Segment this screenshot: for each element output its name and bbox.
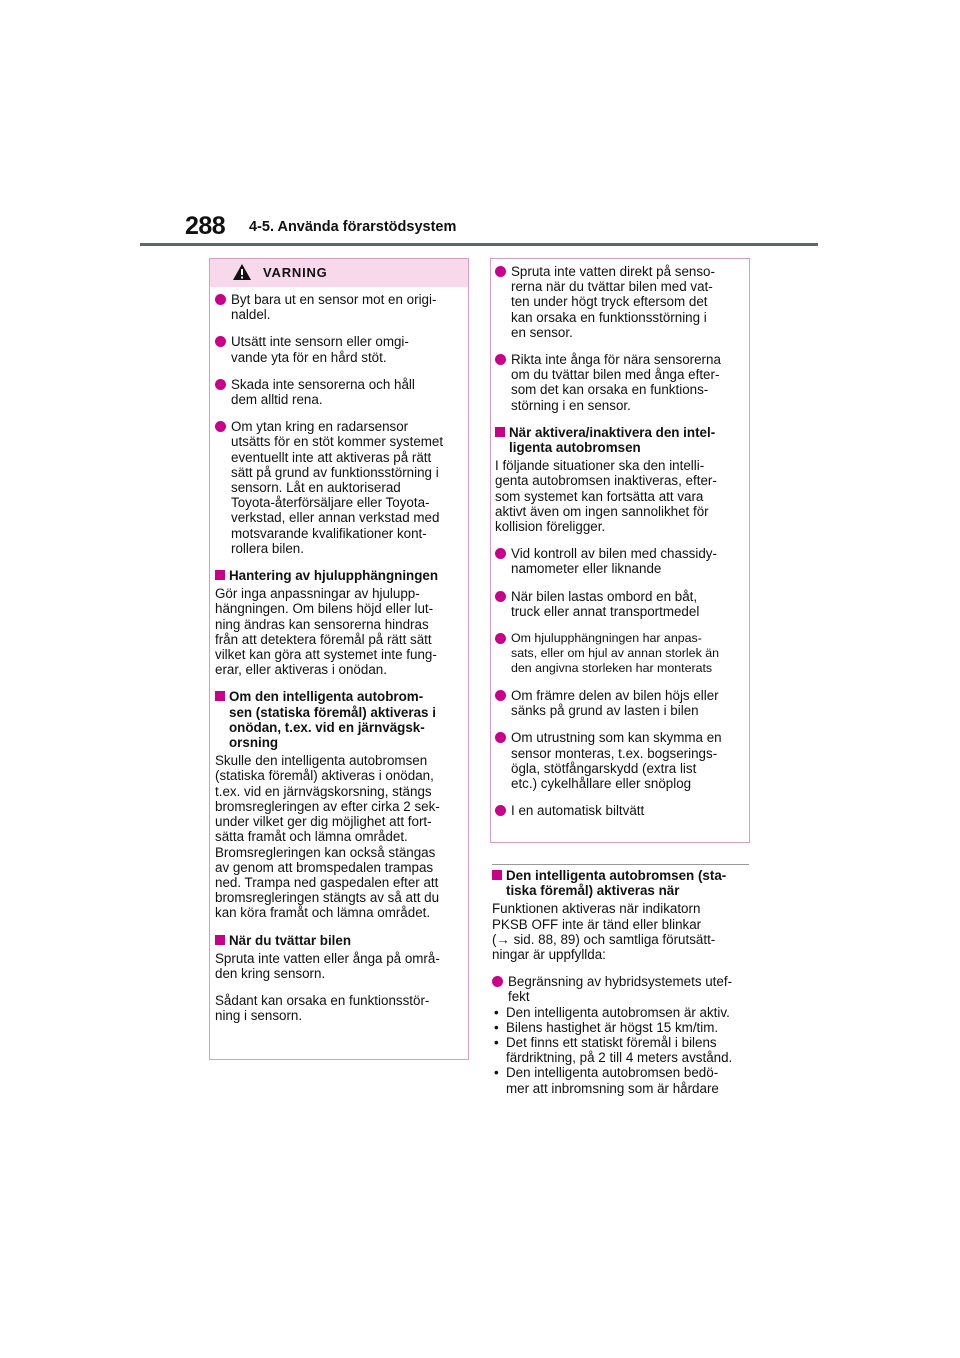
dash-text: Den intelligenta autobromsen är aktiv. (506, 1004, 730, 1020)
bullet-dot-icon (215, 336, 226, 347)
bullet-text: Spruta inte vatten direkt på senso- rerna när du tvättar bilen med vat- ten under högt tryck eftersom det kan orsaka en funktionsstörning i en sensor. (511, 264, 715, 340)
square-marker-icon (215, 935, 225, 945)
subheading-text: När du tvättar bilen (229, 932, 352, 948)
bullet-item (492, 974, 750, 1004)
subheading (215, 568, 463, 583)
bullet-item (495, 546, 747, 576)
subheading (495, 425, 747, 455)
subheading (215, 689, 463, 750)
bullet-item (495, 631, 747, 676)
subheading-text: Hantering av hjulupphängningen (229, 568, 439, 584)
warning-header (210, 259, 468, 287)
subheading-text: Den intelligenta autobromsen (sta- tiska föremål) aktiveras när (506, 868, 727, 899)
bullet-dot-icon (215, 379, 226, 390)
dash-text: Det finns ett statiskt föremål i bilens färdriktning, på 2 till 4 meters avstånd. (506, 1035, 733, 1066)
bullet-item (495, 688, 747, 718)
paragraph (215, 586, 463, 677)
subheading-text: När aktivera/inaktivera den intel- ligenta autobromsen (509, 424, 716, 456)
bullet-text: Om utrustning som kan skymma en sensor monteras, t.ex. bogserings- ögla, stötfångarskydd (extra list etc.) cykelhållare eller snöplog (511, 730, 722, 792)
bullet-text: Om ytan kring en radarsensor utsätts för en stöt kommer systemet eventuellt inte att aktiveras på rätt sätt på grund av funktionsstörning i sensorn. Låt en auktoriserad Toyota-återförsäljare eller Toyota- verkstad, eller annan verkstad med motsvarande kvalifikationer kont- rollera bilen. (231, 419, 444, 556)
bullet-item (215, 334, 463, 364)
paragraph (495, 458, 747, 534)
page-number: 288 (185, 212, 226, 240)
main-content (492, 868, 750, 1096)
section-rule (492, 864, 749, 865)
square-marker-icon (215, 570, 225, 580)
bullet-item (495, 589, 747, 619)
bullet-dot-icon (495, 591, 506, 602)
square-marker-icon (492, 870, 502, 880)
bullet-text: Rikta inte ånga för nära sensorerna om du tvättar bilen med ånga efter- som det kan orsaka en funktions- störning i en sensor. (511, 352, 721, 413)
bullet-item (495, 803, 747, 818)
dash-item (492, 1065, 750, 1095)
bullet-item (215, 419, 463, 556)
dash-item (492, 1035, 750, 1065)
square-marker-icon (495, 427, 505, 437)
bullet-dot-icon (495, 548, 506, 559)
paragraph (215, 753, 463, 920)
paragraph-text: I följande situationer ska den intelli- genta autobromsen inaktiveras, efter- som systemet kan fortsätta att vara aktivt även om ingen sannolikhet för kollision föreligger. (495, 458, 717, 535)
dash-marker-icon: • (494, 1019, 499, 1035)
subheading-text: Om den intelligenta autobrom- sen (statiska föremål) aktiveras i onödan, t.ex. vid en järnvägsk- orsning (229, 689, 436, 751)
bullet-text: Begränsning av hybridsystemets utef- fekt (508, 974, 733, 1005)
paragraph (215, 993, 463, 1023)
bullet-dot-icon (215, 294, 226, 305)
dash-text: Bilens hastighet är högst 15 km/tim. (506, 1019, 719, 1035)
warning-right-content (495, 264, 747, 830)
bullet-item (215, 377, 463, 407)
dash-item (492, 1020, 750, 1035)
warning-triangle-icon (232, 263, 252, 281)
bullet-dot-icon (495, 633, 506, 644)
subheading (492, 868, 750, 898)
paragraph-text: Skulle den intelligenta autobromsen (statiska föremål) aktiveras i onödan, t.ex. vid en järnvägskorsning, stängs bromsregleringen av efter cirka 2 sek- under vilket ger dig möjlighet att fort- sätta framåt och lämna området. Bromsregleringen kan också stängas av genom att bromspedalen trampas ned. Trampa ned gaspedalen efter att bromsregleringen stängts av så att du kan köra framåt och lämna området. (215, 753, 440, 921)
paragraph-text: Gör inga anpassningar av hjulupp- hängningen. Om bilens höjd eller lut- ning ändras kan sensorerna hindras från att detektera föremål på rätt sätt vilket kan göra att systemet inte fung- erar, eller aktiveras i onödan. (215, 586, 437, 678)
paragraph-text: Funktionen aktiveras när indikatorn PKSB OFF inte är tänd eller blinkar (→ sid. 88, 89) och samtliga förutsätt- ningar är uppfyllda: (492, 901, 716, 963)
bullet-item (495, 264, 747, 340)
header-rule (140, 243, 818, 246)
bullet-item (495, 352, 747, 413)
bullet-dot-icon (495, 805, 506, 816)
bullet-text: När bilen lastas ombord en båt, truck eller annat transportmedel (511, 588, 700, 619)
bullet-item (495, 730, 747, 791)
paragraph (215, 951, 463, 981)
warning-title: VARNING (263, 265, 328, 280)
bullet-dot-icon (495, 690, 506, 701)
bullet-text: Utsätt inte sensorn eller omgi- vande yta för en hård stöt. (231, 334, 409, 365)
bullet-text: Vid kontroll av bilen med chassidy- namometer eller liknande (511, 546, 717, 577)
bullet-dot-icon (492, 976, 503, 987)
warning-left-content (215, 292, 463, 1036)
bullet-text: Byt bara ut en sensor mot en origi- naldel. (231, 292, 437, 323)
square-marker-icon (215, 691, 225, 701)
section-title: 4-5. Använda förarstödsystem (249, 219, 457, 235)
subheading (215, 933, 463, 948)
bullet-text: Om främre delen av bilen höjs eller sänks på grund av lasten i bilen (511, 688, 719, 719)
bullet-text: Om hjulupphängningen har anpas- sats, eller om hjul av annan storlek än den angivna storleken har monterats (511, 631, 719, 676)
bullet-dot-icon (495, 354, 506, 365)
dash-item (492, 1005, 750, 1020)
dash-marker-icon: • (494, 1065, 499, 1081)
dash-marker-icon: • (494, 1004, 499, 1020)
dash-marker-icon: • (494, 1035, 499, 1051)
paragraph-text: Spruta inte vatten eller ånga på områ- den kring sensorn. (215, 950, 440, 981)
bullet-dot-icon (495, 266, 506, 277)
paragraph (492, 901, 750, 962)
paragraph-text: Sådant kan orsaka en funktionsstör- ning i sensorn. (215, 993, 430, 1024)
bullet-dot-icon (495, 732, 506, 743)
bullet-text: Skada inte sensorerna och håll dem alltid rena. (231, 376, 415, 408)
bullet-item (215, 292, 463, 322)
dash-text: Den intelligenta autobromsen bedö- mer att inbromsning som är hårdare (506, 1065, 719, 1096)
bullet-dot-icon (215, 421, 226, 432)
bullet-text: I en automatisk biltvätt (511, 803, 645, 819)
